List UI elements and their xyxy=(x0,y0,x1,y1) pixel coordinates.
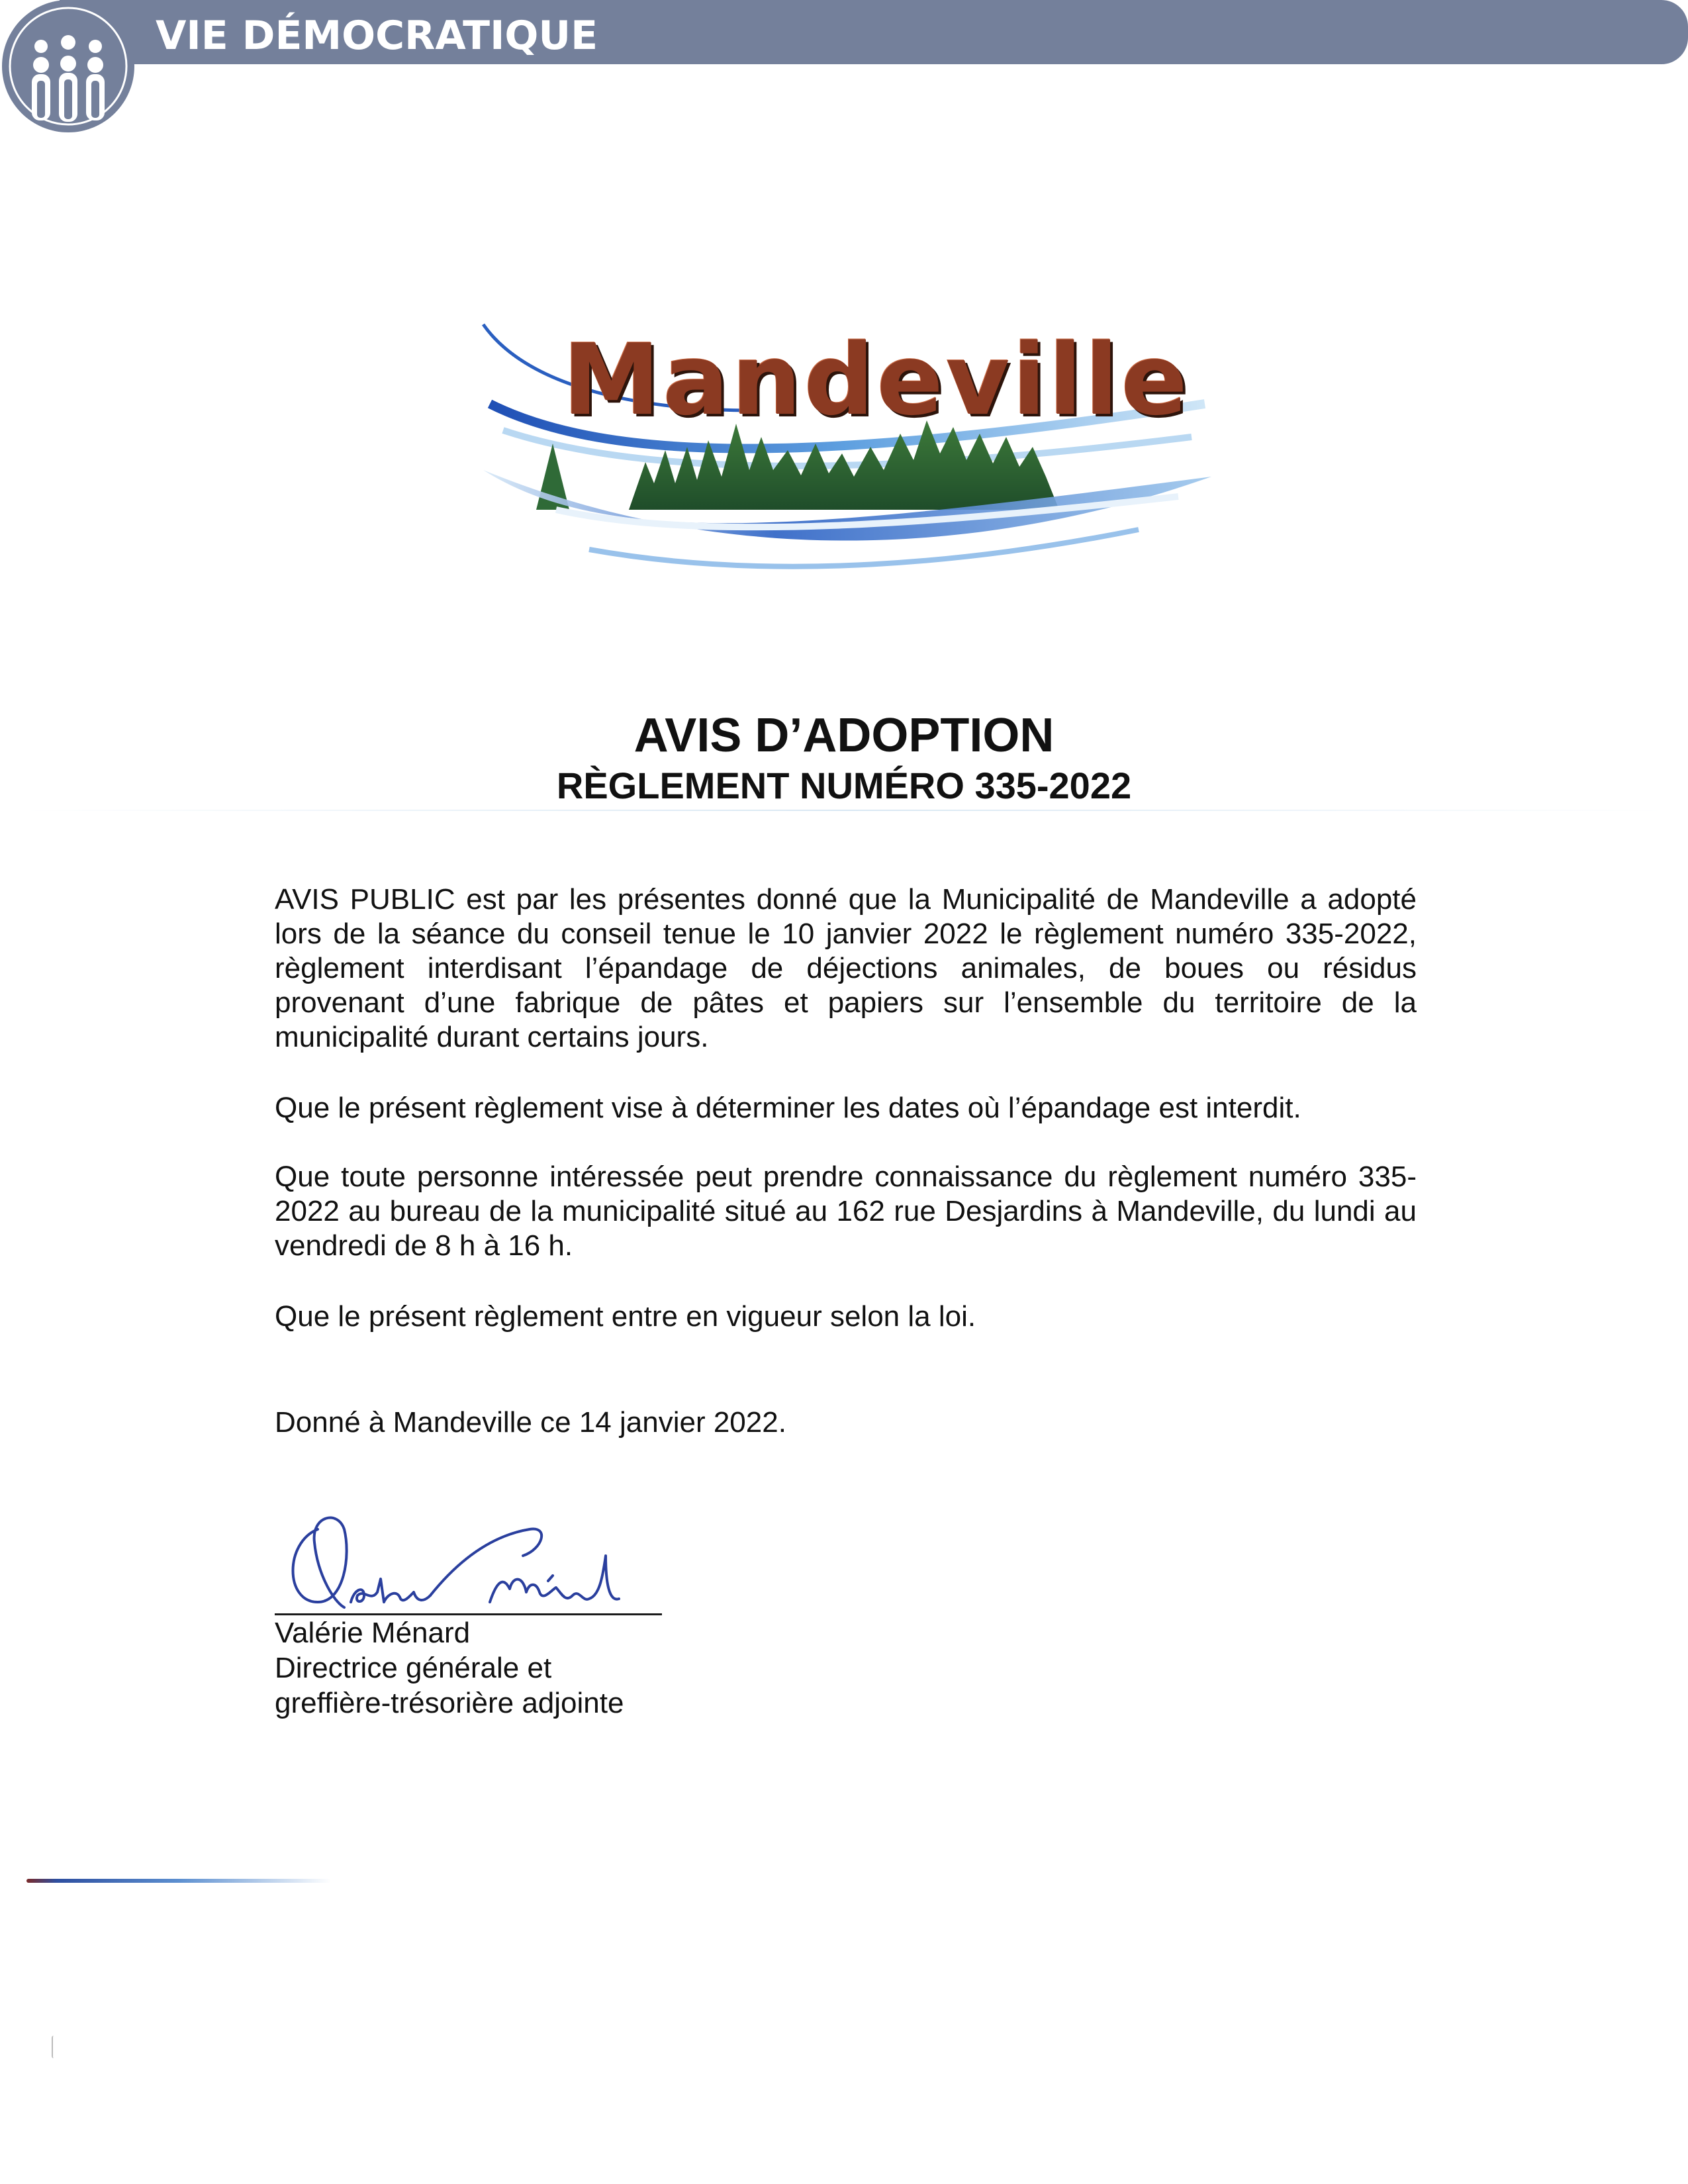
logo-wordmark: Mandeville xyxy=(563,323,1190,437)
notice-subtitle: RÈGLEMENT NUMÉRO 335-2022 xyxy=(556,765,1132,806)
divider xyxy=(23,810,1665,811)
paragraph-adoption: AVIS PUBLIC est par les présentes donné que la Municipalité de Mandeville a adopté lors de la séance du conseil tenue le 10 janvier 2022 le règlement numéro 335-2022, règlement interdisant l’épandage de déjections animales, de boues ou résidus provenant d’une fabrique de pâtes et papiers sur l’ensemble du territoire de la municipalité durant certains jours. xyxy=(275,883,1417,1053)
scan-artifact-mark xyxy=(52,2036,56,2058)
paragraph-purpose: Que le présent règlement vise à déterminer les dates où l’épandage est interdit. xyxy=(275,1092,1301,1124)
handwritten-signature xyxy=(271,1503,669,1615)
section-title: VIE DÉMOCRATIQUE xyxy=(156,13,598,59)
signer-name: Valérie Ménard xyxy=(275,1617,471,1649)
given-date: Donné à Mandeville ce 14 janvier 2022. xyxy=(275,1406,786,1439)
notice-title: AVIS D’ADOPTION xyxy=(633,709,1055,762)
people-group-icon xyxy=(0,0,140,136)
signer-title-line1: Directrice générale et xyxy=(275,1652,552,1684)
paragraph-consultation: Que toute personne intéressée peut prendre connaissance du règlement numéro 335-2022 au bureau de la municipalité situé au 162 rue Desjardins à Mandeville, du lundi au vendredi de 8 h à 16 h. xyxy=(275,1161,1417,1262)
paragraph-in-force: Que le présent règlement entre en vigueur selon la loi. xyxy=(275,1300,976,1333)
mandeville-logo xyxy=(477,311,1218,589)
signer-title-line2: greffière-trésorière adjointe xyxy=(275,1687,624,1719)
signer-block xyxy=(275,1615,624,1721)
scan-artifact-stroke xyxy=(26,1879,331,1883)
